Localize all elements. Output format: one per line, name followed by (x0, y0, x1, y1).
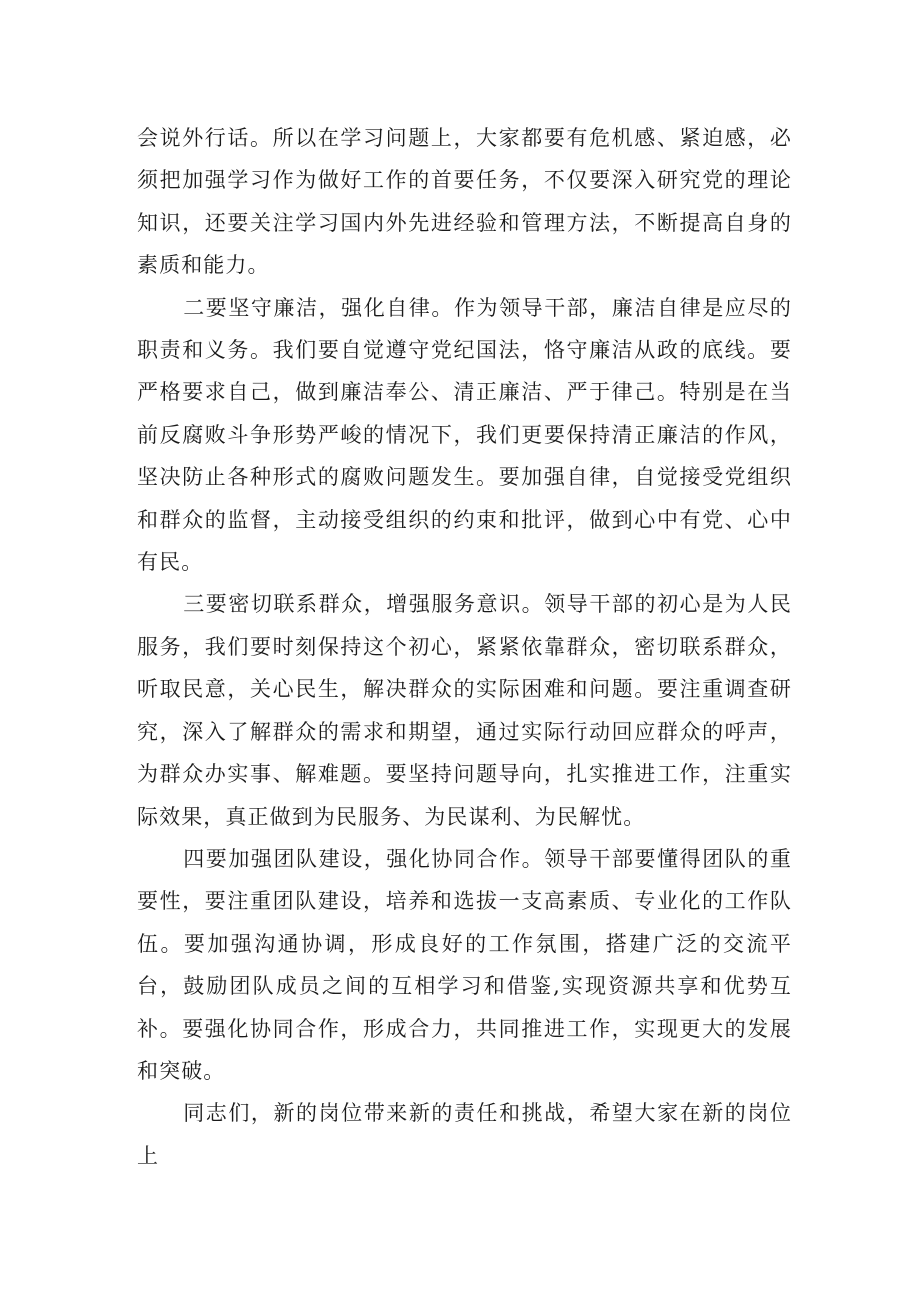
document-body (137, 117, 792, 1177)
paragraph-integrity: 二要坚守廉洁，强化自律。作为领导干部，廉洁自律是应尽的职责和义务。我们要自觉遵守党纪国法，恪守廉洁从政的底线。要严格要求自己，做到廉洁奉公、清正廉洁、严于律己。特别是在当前反腐败斗争形势严峻的情况下，我们更要保持清正廉洁的作风，坚决防止各种形式的腐败问题发生。要加强自律，自觉接受党组织和群众的监督，主动接受组织的约束和批评，做到心中有党、心中有民。 (137, 295, 792, 575)
paragraph-teamwork: 四要加强团队建设，强化协同合作。领导干部要懂得团队的重要性，要注重团队建设，培养和选拔一支高素质、专业化的工作队伍。要加强沟通协调，形成良好的工作氛围，搭建广泛的交流平台，鼓励团队成员之间的互相学习和借鉴,实现资源共享和优势互补。要强化协同合作，形成合力，共同推进工作，实现更大的发展和突破。 (137, 846, 792, 1083)
paragraph-continuation: 会说外行话。所以在学习问题上，大家都要有危机感、紧迫感，必须把加强学习作为做好工作的首要任务，不仅要深入研究党的理论知识，还要关注学习国内外先进经验和管理方法，不断提高自身的素质和能力。 (137, 126, 792, 278)
paragraph-masses: 三要密切联系群众，增强服务意识。领导干部的初心是为人民服务，我们要时刻保持这个初心，紧紧依靠群众，密切联系群众，听取民意，关心民生，解决群众的实际困难和问题。要注重调查研究，深入了解群众的需求和期望，通过实际行动回应群众的呼声，为群众办实事、解难题。要坚持问题导向，扎实推进工作，注重实际效果，真正做到为民服务、为民谋利、为民解忧。 (137, 592, 792, 829)
paragraph-closing: 同志们，新的岗位带来新的责任和挑战，希望大家在新的岗位上 (137, 1101, 792, 1168)
